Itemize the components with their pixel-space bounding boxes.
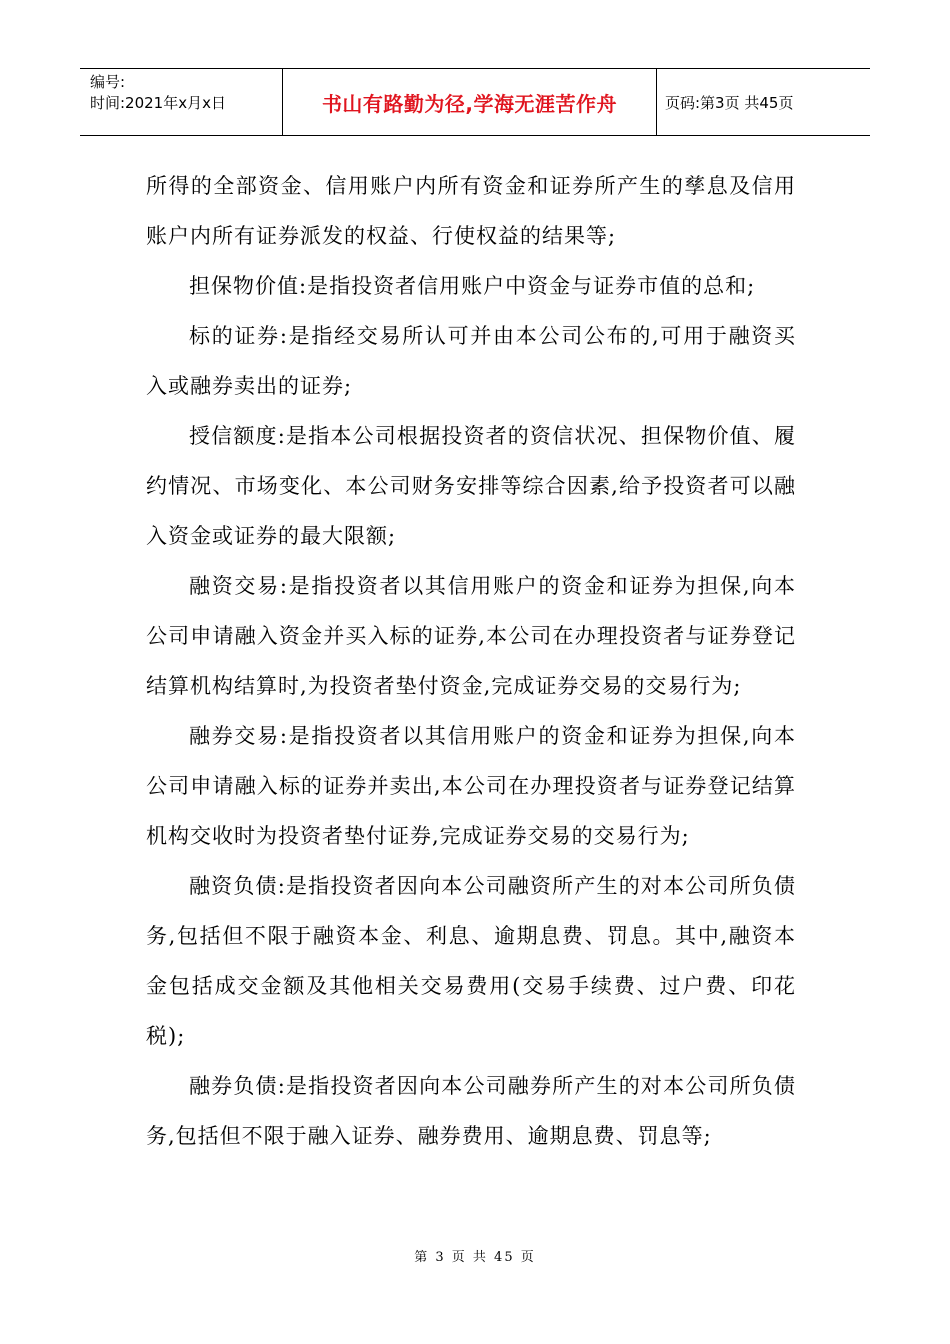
body-paragraph: 融资负债:是指投资者因向本公司融资所产生的对本公司所负债务,包括但不限于融资本金、利息、逾期息费、罚息。其中,融资本金包括成交金额及其他相关交易费用(交易手续费、过户费、印花税); (146, 874, 796, 1048)
header-meta (80, 69, 283, 135)
body-paragraph: 标的证券:是指经交易所认可并由本公司公布的,可用于融资买入或融券卖出的证券; (146, 324, 796, 398)
document-body (146, 161, 796, 1161)
header-motto-cell (283, 69, 657, 135)
page-header (80, 68, 870, 136)
body-paragraph: 担保物价值:是指投资者信用账户中资金与证券市值的总和; (189, 274, 756, 298)
header-page-code (657, 69, 870, 135)
body-paragraph: 融券负债:是指投资者因向本公司融券所产生的对本公司所负债务,包括但不限于融入证券、融券费用、逾期息费、罚息等; (146, 1074, 796, 1148)
body-paragraph: 所得的全部资金、信用账户内所有资金和证券所产生的孳息及信用账户内所有证券派发的权益、行使权益的结果等; (146, 174, 796, 248)
page-footer: 第 3 页 共 45 页 (414, 1250, 536, 1265)
page-code-text: 页码:第3页 共45页 (665, 93, 794, 112)
header-motto: 书山有路勤为径,学海无涯苦作舟 (321, 91, 618, 116)
document-date-label: 时间:2021年x月x日 (90, 94, 226, 112)
body-paragraph: 授信额度:是指本公司根据投资者的资信状况、担保物价值、履约情况、市场变化、本公司财务安排等综合因素,给予投资者可以融入资金或证券的最大限额; (146, 424, 796, 548)
document-number-label: 编号: (90, 73, 126, 91)
body-paragraph: 融券交易:是指投资者以其信用账户的资金和证券为担保,向本公司申请融入标的证券并卖出,本公司在办理投资者与证券登记结算机构交收时为投资者垫付证券,完成证券交易的交易行为; (146, 724, 796, 848)
body-paragraph: 融资交易:是指投资者以其信用账户的资金和证券为担保,向本公司申请融入资金并买入标的证券,本公司在办理投资者与证券登记结算机构结算时,为投资者垫付资金,完成证券交易的交易行为; (146, 574, 796, 698)
